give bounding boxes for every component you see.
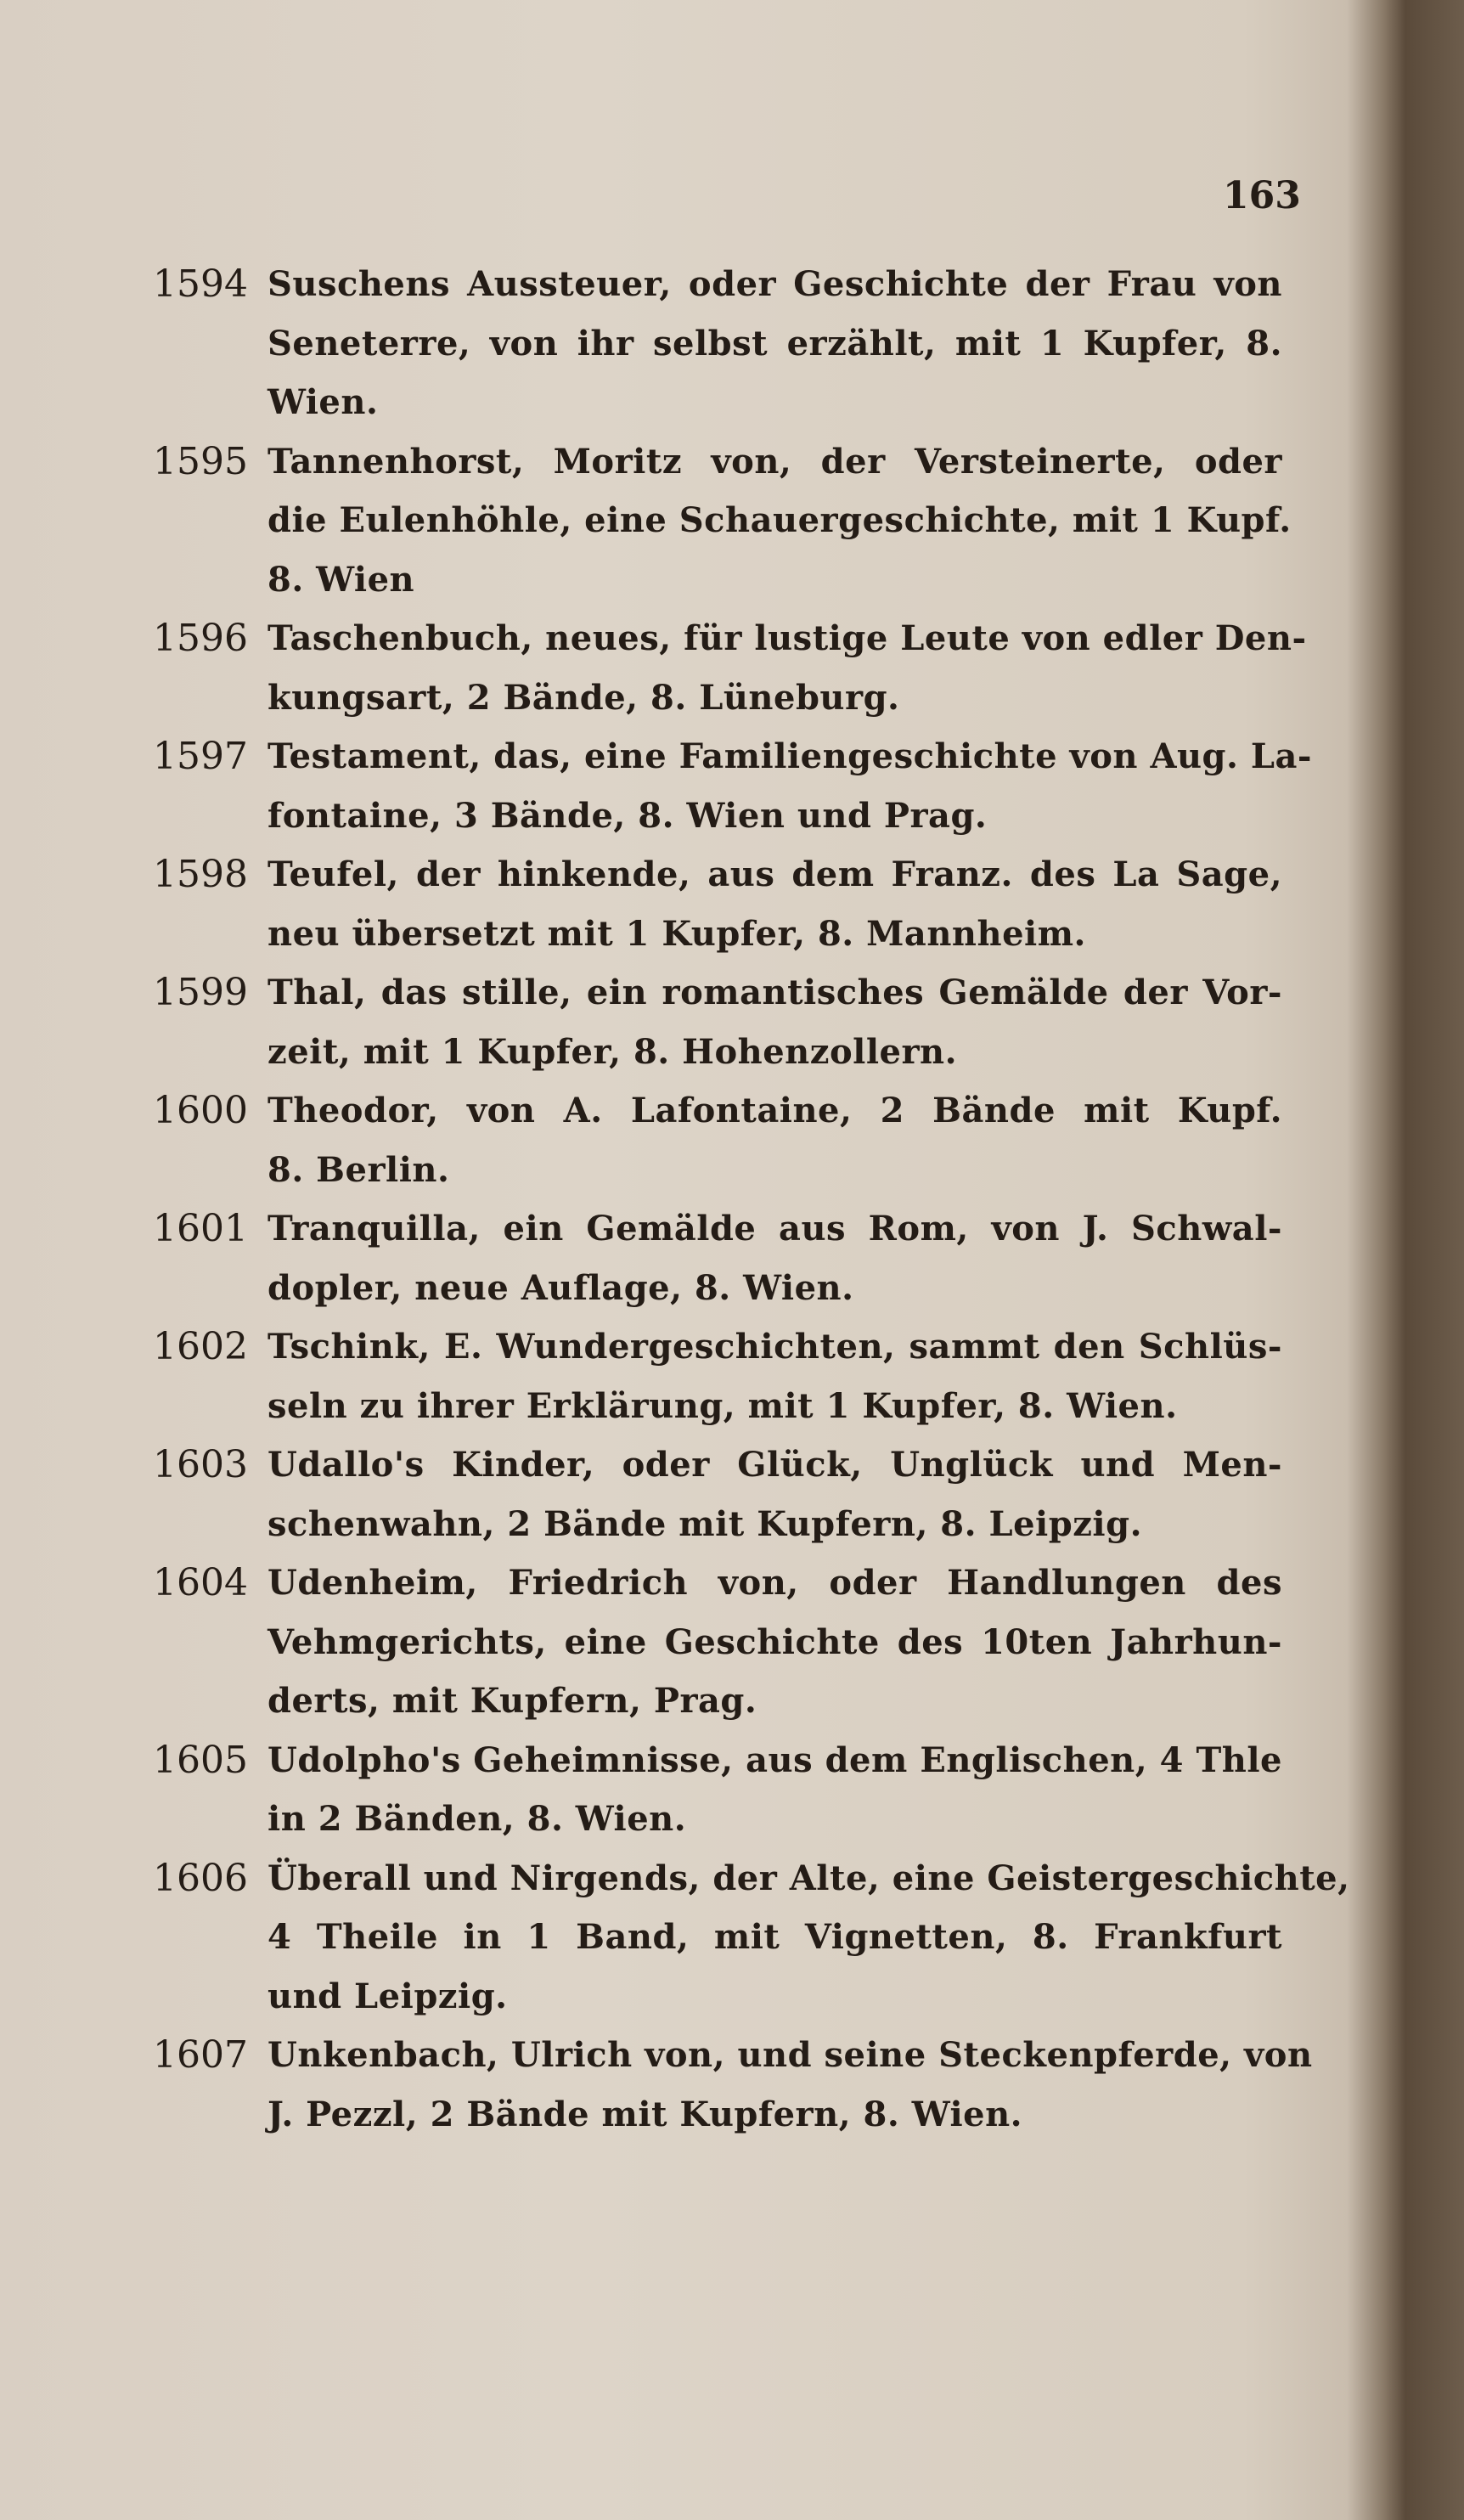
catalog-entry xyxy=(153,1317,1282,1435)
entry-number: 1596 xyxy=(153,617,248,660)
entry-text-line: derts, mit Kupfern, Prag. xyxy=(267,1681,757,1721)
entry-text-line: Teufel, der hinkende, aus dem Franz. des La Sage, xyxy=(267,854,1282,894)
entry-text-line: Vehmgerichts, eine Geschichte des 10ten Jahrhun- xyxy=(267,1621,1282,1662)
entry-text-line: seln zu ihrer Erklärung, mit 1 Kupfer, 8. Wien. xyxy=(267,1385,1178,1426)
entry-text-line: Unkenbach, Ulrich von, und seine Steckenpferde, von xyxy=(267,2035,1313,2075)
entry-text-line: Udallo's Kinder, oder Glück, Unglück und Men- xyxy=(267,1445,1282,1485)
entry-text-line: 4 Theile in 1 Band, mit Vignetten, 8. Frankfurt xyxy=(267,1917,1282,1957)
entry-number: 1604 xyxy=(153,1561,248,1604)
catalog-entry xyxy=(153,1199,1282,1317)
entry-number: 1599 xyxy=(153,971,248,1014)
entry-text-line: schenwahn, 2 Bände mit Kupfern, 8. Leipzig. xyxy=(267,1503,1143,1544)
entry-text-line: zeit, mit 1 Kupfer, 8. Hohenzollern. xyxy=(267,1031,958,1072)
entry-number: 1601 xyxy=(153,1207,248,1250)
entry-text-line: Tannenhorst, Moritz von, der Versteinerte, oder xyxy=(267,441,1282,482)
catalog-entries xyxy=(153,255,1350,2144)
entry-text-line: in 2 Bänden, 8. Wien. xyxy=(267,1799,687,1839)
entry-text-line: Wien. xyxy=(267,382,379,422)
entry-number: 1597 xyxy=(153,735,248,778)
entry-number: 1607 xyxy=(153,2033,248,2077)
catalog-entry xyxy=(153,609,1307,727)
catalog-entry xyxy=(153,1081,1282,1199)
entry-text-line: und Leipzig. xyxy=(267,1976,508,2016)
entry-number: 1594 xyxy=(153,262,248,306)
entry-text-line: die Eulenhöhle, eine Schauergeschichte, mit 1 Kupf. xyxy=(267,500,1292,540)
entry-text-line: 8. Berlin. xyxy=(267,1149,450,1190)
entry-number: 1605 xyxy=(153,1738,248,1782)
entry-number: 1598 xyxy=(153,853,248,896)
entry-text-line: Tranquilla, ein Gemälde aus Rom, von J. Schwal- xyxy=(267,1209,1282,1249)
catalog-entry xyxy=(153,1849,1350,2027)
catalog-entry xyxy=(153,1435,1282,1553)
catalog-entry xyxy=(153,432,1292,610)
entry-text-line: Udenheim, Friedrich von, oder Handlungen des xyxy=(267,1563,1282,1603)
entry-text-line: Udolpho's Geheimnisse, aus dem Englischen, 4 Thle xyxy=(267,1739,1282,1780)
entry-number: 1606 xyxy=(153,1856,248,1900)
entry-text-line: Theodor, von A. Lafontaine, 2 Bände mit Kupf. xyxy=(267,1091,1282,1130)
catalog-entry xyxy=(153,963,1282,1081)
entry-text-line: 8. Wien xyxy=(267,559,415,600)
entry-text-line: Taschenbuch, neues, für lustige Leute von edler Den- xyxy=(267,618,1307,658)
entry-text-line: Thal, das stille, ein romantisches Gemälde der Vor- xyxy=(267,972,1282,1012)
entry-number: 1600 xyxy=(153,1089,248,1132)
catalog-entry xyxy=(153,1553,1282,1731)
entry-number: 1603 xyxy=(153,1443,248,1486)
entry-text-line: Suschens Aussteuer, oder Geschichte der Frau von xyxy=(267,264,1282,304)
entry-text-line: kungsart, 2 Bände, 8. Lüneburg. xyxy=(267,677,900,718)
entry-number: 1595 xyxy=(153,439,248,483)
catalog-entry xyxy=(153,1731,1282,1849)
entry-text-line: J. Pezzl, 2 Bände mit Kupfern, 8. Wien. xyxy=(267,2094,1023,2134)
entry-text-line: Tschink, E. Wundergeschichten, sammt den Schlüs- xyxy=(267,1327,1282,1367)
page-number: 163 xyxy=(1223,174,1301,217)
entry-text-line: Testament, das, eine Familiengeschichte von Aug. La- xyxy=(267,736,1313,776)
entry-text-line: dopler, neue Auflage, 8. Wien. xyxy=(267,1267,854,1308)
catalog-entry xyxy=(153,727,1313,845)
entry-text-line: fontaine, 3 Bände, 8. Wien und Prag. xyxy=(267,795,988,836)
entry-text-line: Seneterre, von ihr selbst erzählt, mit 1 Kupfer, 8. xyxy=(267,323,1282,364)
entry-text-line: Überall und Nirgends, der Alte, eine Geistergeschichte, xyxy=(267,1858,1350,1898)
entry-text-line: neu übersetzt mit 1 Kupfer, 8. Mannheim. xyxy=(267,913,1086,954)
entry-number: 1602 xyxy=(153,1325,248,1368)
catalog-entry xyxy=(153,255,1282,432)
catalog-entry xyxy=(153,2026,1313,2144)
catalog-entry xyxy=(153,845,1282,963)
